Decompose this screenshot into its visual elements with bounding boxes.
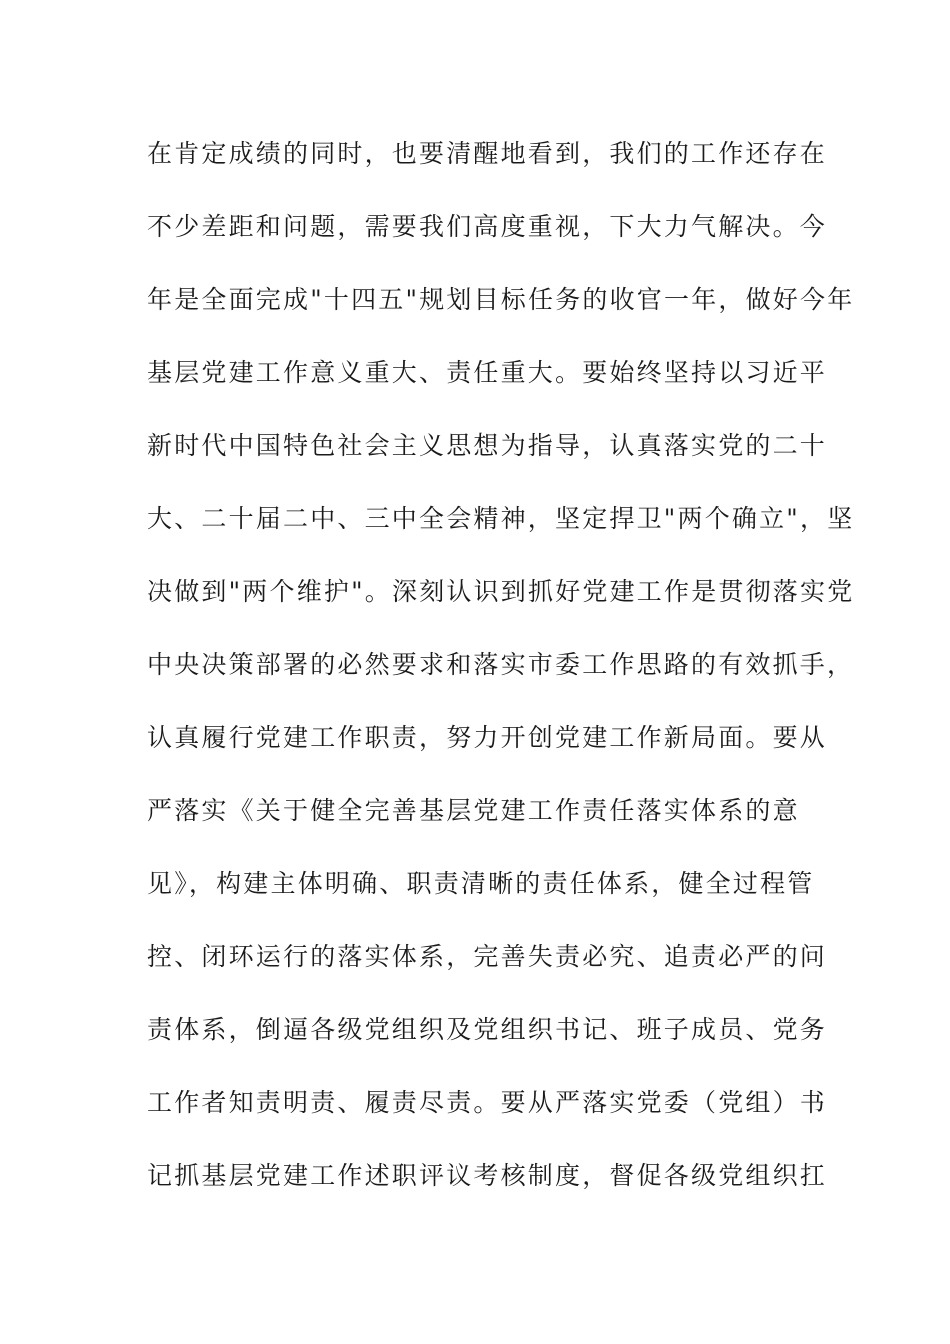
text-line: 中央决策部署的必然要求和落实市委工作思路的有效抓手， — [147, 650, 855, 679]
text-line: 记抓基层党建工作述职评议考核制度，督促各级党组织扛 — [147, 1161, 828, 1190]
text-line: 大、二十届二中、三中全会精神，坚定捍卫"两个确立"，坚 — [147, 504, 855, 533]
text-line: 新时代中国特色社会主义思想为指导，认真落实党的二十 — [147, 431, 828, 460]
text-line: 严落实《关于健全完善基层党建工作责任落实体系的意 — [147, 796, 800, 825]
text-line: 决做到"两个维护"。深刻认识到抓好党建工作是贯彻落实党 — [147, 577, 855, 606]
text-line: 不少差距和问题，需要我们高度重视，下大力气解决。今 — [147, 212, 828, 241]
text-line: 见》，构建主体明确、职责清晰的责任体系，健全过程管 — [147, 869, 815, 898]
text-line: 基层党建工作意义重大、责任重大。要始终坚持以习近平 — [147, 358, 828, 387]
text-line: 工作者知责明责、履责尽责。要从严落实党委（党组）书 — [147, 1088, 828, 1117]
text-line: 认真履行党建工作职责，努力开创党建工作新局面。要从 — [147, 723, 828, 752]
body-text — [147, 128, 855, 1223]
text-line: 年是全面完成"十四五"规划目标任务的收官一年，做好今年 — [147, 285, 855, 314]
text-line: 控、闭环运行的落实体系，完善失责必究、追责必严的问 — [147, 942, 828, 971]
text-line: 责体系，倒逼各级党组织及党组织书记、班子成员、党务 — [147, 1015, 828, 1044]
text-line: 在肯定成绩的同时，也要清醒地看到，我们的工作还存在 — [147, 139, 828, 168]
